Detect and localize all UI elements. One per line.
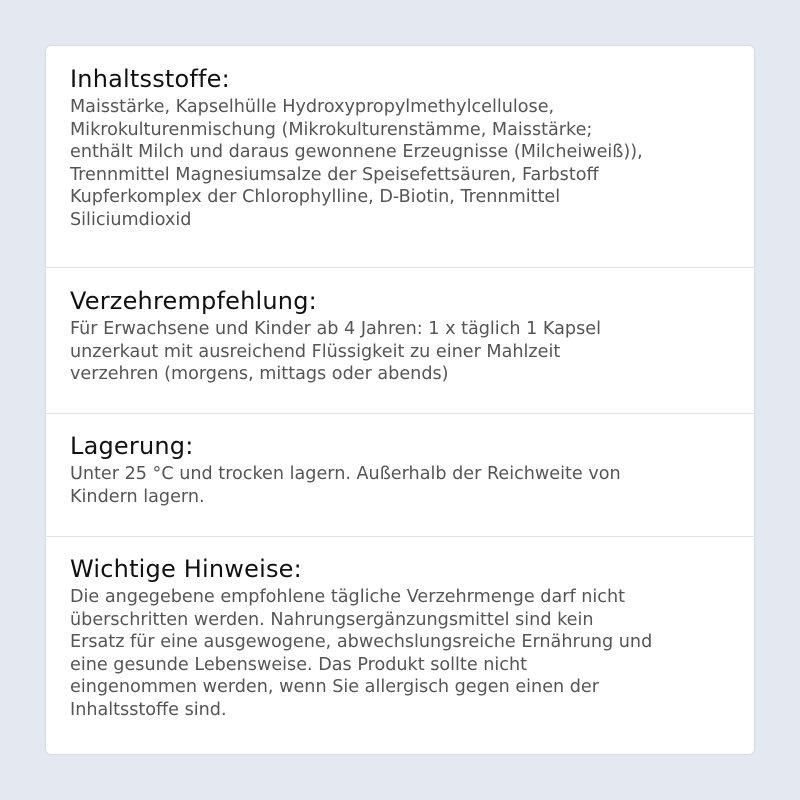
divider xyxy=(46,536,754,537)
section-title-dosage-recommendation: Verzehrempfehlung: xyxy=(70,287,317,315)
section-text-ingredients: Maisstärke, Kapselhülle Hydroxypropylmethylcellulose, Mikrokulturenmischung (Mikrokulturenstämme, Maisstärke; enthält Milch und daraus gewonnene Erzeugnisse (Milcheiweiß)), Trennmittel Magnesiumsalze der Speisefettsäuren, Farbstoff Kupferkomplex der Chlorophylline, D-Biotin, Trennmittel Siliciumdioxid xyxy=(70,97,643,230)
product-info-card xyxy=(45,45,755,755)
section-text-dosage-recommendation: Für Erwachsene und Kinder ab 4 Jahren: 1 x täglich 1 Kapsel unzerkaut mit ausreichend Flüssigkeit zu einer Mahlzeit verzehren (morgens, mittags oder abends) xyxy=(70,319,601,384)
section-text-important-notes: Die angegebene empfohlene tägliche Verzehrmenge darf nicht überschritten werden. Nahrungsergänzungsmittel sind kein Ersatz für eine ausgewogene, abwechslungsreiche Ernährung und eine gesunde Lebensweise. Das Produkt sollte nicht eingenommen werden, wenn Sie allergisch gegen einen der Inhaltsstoffe sind. xyxy=(70,587,653,720)
section-dosage-recommendation xyxy=(46,286,754,386)
section-text-storage: Unter 25 °C und trocken lagern. Außerhalb der Reichweite von Kindern lagern. xyxy=(70,464,621,507)
divider xyxy=(46,267,754,268)
section-storage xyxy=(46,431,754,508)
section-important-notes xyxy=(46,554,754,721)
divider xyxy=(46,413,754,414)
section-title-important-notes: Wichtige Hinweise: xyxy=(70,555,302,583)
section-title-ingredients: Inhaltsstoffe: xyxy=(70,65,230,93)
section-title-storage: Lagerung: xyxy=(70,432,194,460)
section-ingredients xyxy=(46,64,754,231)
